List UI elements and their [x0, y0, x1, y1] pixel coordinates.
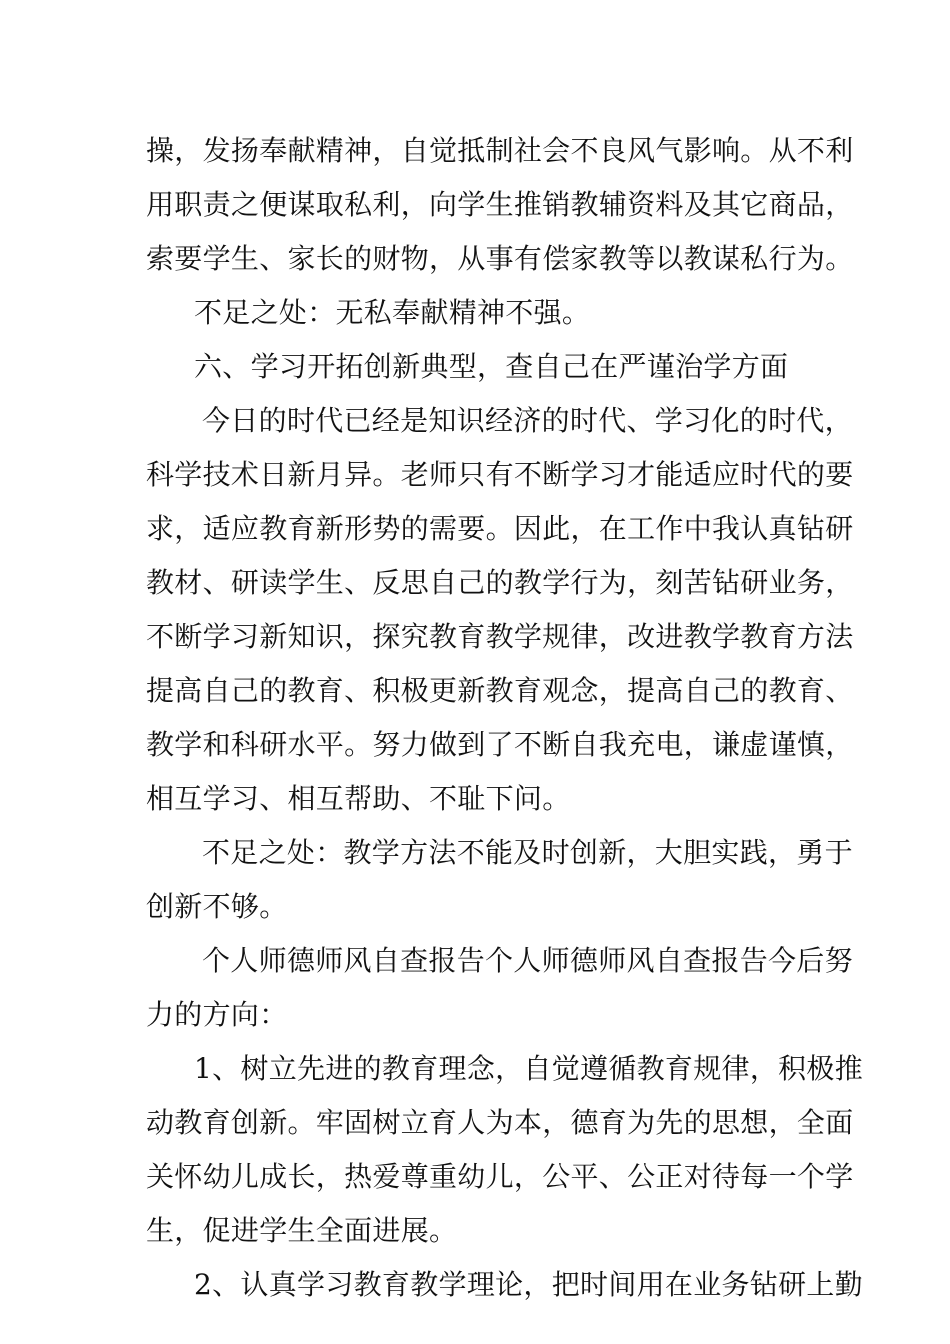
- text-line: 教材、研读学生、反思自己的教学行为，刻苦钻研业务，: [146, 566, 854, 599]
- paragraph-learning: [146, 394, 854, 826]
- text-line: 索要学生、家长的财物，从事有偿家教等以教谋私行为。: [146, 242, 854, 275]
- paragraph-shortcoming-1: [146, 286, 816, 340]
- text-line: 2、认真学习教育教学理论，把时间用在业务钻研上勤: [194, 1268, 864, 1301]
- text-line: 不足之处：无私奉献精神不强。: [194, 296, 591, 329]
- list-item-2: [146, 1258, 864, 1312]
- text-line: 今日的时代已经是知识经济的时代、学习化的时代，: [202, 404, 853, 437]
- text-line: 操，发扬奉献精神，自觉抵制社会不良风气影响。从不利: [146, 134, 854, 167]
- text-line: 关怀幼儿成长，热爱尊重幼儿，公平、公正对待每一个学: [146, 1160, 854, 1193]
- text-line: 提高自己的教育、积极更新教育观念，提高自己的教育、: [146, 674, 854, 707]
- text-line: 1、树立先进的教育理念，自觉遵循教育规律，积极推: [194, 1052, 864, 1085]
- text-line: 创新不够。: [146, 890, 288, 923]
- text-line: 动教育创新。牢固树立育人为本，德育为先的思想，全面: [146, 1106, 854, 1139]
- text-line: 不足之处：教学方法不能及时创新，大胆实践，勇于: [202, 836, 853, 869]
- paragraph-shortcoming-2: [146, 826, 853, 934]
- text-line: 教学和科研水平。努力做到了不断自我充电，谦虚谨慎，: [146, 728, 854, 761]
- text-line: 求，适应教育新形势的需要。因此，在工作中我认真钻研: [146, 512, 854, 545]
- document-body: [146, 124, 864, 1312]
- paragraph-future-direction: [146, 934, 853, 1042]
- text-line: 六、学习开拓创新典型，查自己在严谨治学方面: [194, 350, 789, 383]
- text-line: 个人师德师风自查报告个人师德师风自查报告今后努: [202, 944, 853, 977]
- text-line: 科学技术日新月异。老师只有不断学习才能适应时代的要: [146, 458, 854, 491]
- text-line: 相互学习、相互帮助、不耻下问。: [146, 782, 571, 815]
- list-item-1: [146, 1042, 864, 1258]
- text-line: 生，促进学生全面进展。: [146, 1214, 458, 1247]
- text-line: 不断学习新知识，探究教育教学规律，改进教学教育方法: [146, 620, 854, 653]
- section-heading-six: [146, 340, 816, 394]
- text-line: 力的方向：: [146, 998, 288, 1031]
- text-line: 用职责之便谋取私利，向学生推销教辅资料及其它商品，: [146, 188, 854, 221]
- paragraph-integrity: [146, 124, 854, 286]
